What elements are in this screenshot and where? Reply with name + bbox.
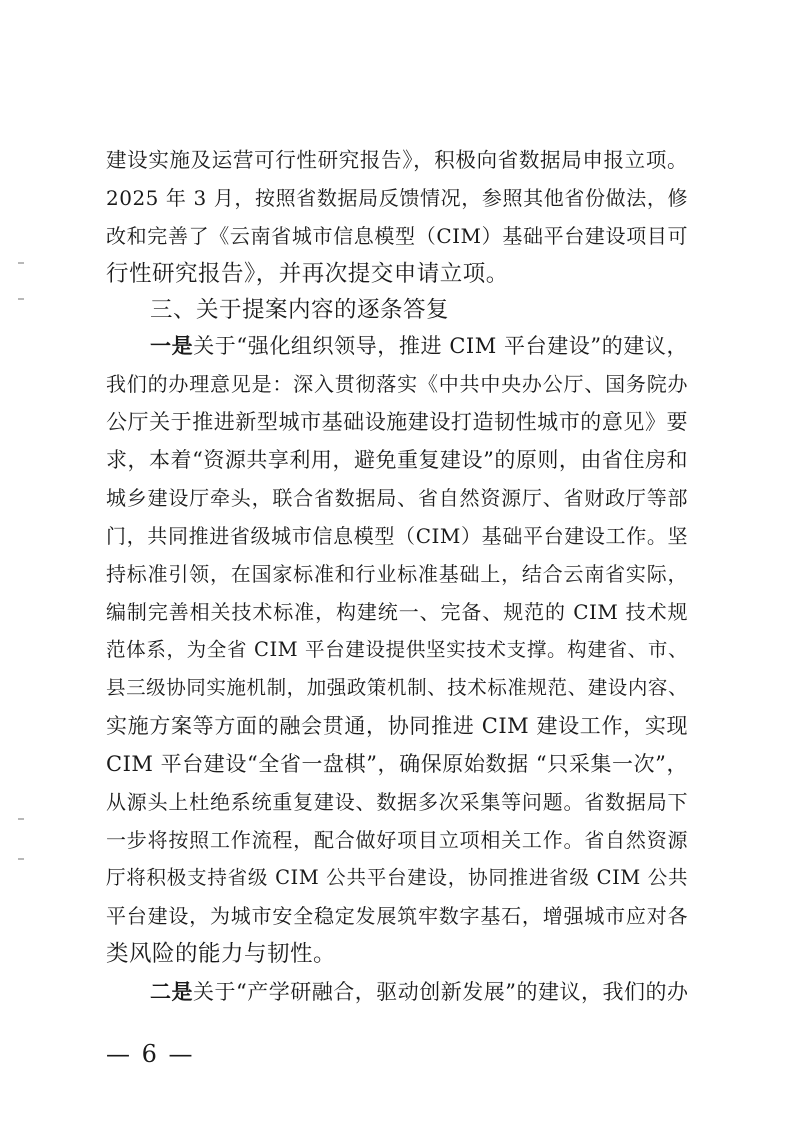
text-line: 平台建设，为城市安全稳定发展筑牢数字基石，增强城市应对各	[106, 904, 688, 928]
paragraph-first-line	[150, 330, 688, 362]
text-run: 关于“强化组织领导，推进 CIM 平台建设”的建议，	[193, 334, 689, 358]
margin-mark	[18, 858, 24, 860]
text-line: 2025 年 3 月，按照省数据局反馈情况，参照其他省份做法，修	[106, 186, 688, 210]
text-line: 公厅关于推进新型城市基础设施建设打造韧性城市的意见》要	[106, 410, 688, 434]
text-line: CIM 平台建设“全省一盘棋”，确保原始数据 “只采集一次”，	[106, 752, 688, 776]
text-line: 持标准引领，在国家标准和行业标准基础上，结合云南省实际，	[106, 562, 688, 586]
text-line: 从源头上杜绝系统重复建设、数据多次采集等问题。省数据局下	[106, 790, 688, 814]
text-line: 实施方案等方面的融会贯通，协同推进 CIM 建设工作，实现	[106, 714, 688, 738]
text-line: 行性研究报告》，并再次提交申请立项。	[106, 261, 509, 287]
text-line: 城乡建设厅牵头，联合省数据局、省自然资源厅、省财政厅等部	[106, 486, 688, 510]
text-line: 求，本着“资源共享利用，避免重复建设”的原则，由省住房和	[106, 448, 688, 472]
text-line: 县三级协同实施机制，加强政策机制、技术标准规范、建设内容、	[106, 676, 688, 699]
margin-mark	[18, 298, 24, 300]
text-line: 类风险的能力与韧性。	[106, 941, 337, 967]
page-number: — 6 —	[106, 1040, 195, 1068]
text-run: 关于“产学研融合，驱动创新发展”的建议，我们的办	[193, 980, 689, 1004]
text-line: 门，共同推进省级城市信息模型（CIM）基础平台建设工作。坚	[106, 524, 688, 548]
section-heading: 三、关于提案内容的逐条答复	[150, 297, 450, 323]
lead-phrase: 一是	[150, 334, 194, 358]
margin-mark	[18, 818, 24, 820]
lead-phrase: 二是	[150, 980, 193, 1004]
text-line: 建设实施及运营可行性研究报告》，积极向省数据局申报立项。	[106, 148, 688, 172]
text-line: 范体系，为全省 CIM 平台建设提供坚实技术支撑。构建省、市、	[106, 638, 688, 661]
text-line: 厅将积极支持省级 CIM 公共平台建设，协同推进省级 CIM 公共	[106, 866, 688, 889]
text-line: 我们的办理意见是：深入贯彻落实《中共中央办公厅、国务院办	[106, 372, 688, 396]
margin-mark	[18, 262, 24, 264]
text-line: 一步将按照工作流程，配合做好项目立项相关工作。省自然资源	[106, 828, 688, 852]
text-line: 改和完善了《云南省城市信息模型（CIM）基础平台建设项目可	[106, 224, 688, 248]
paragraph-first-line	[150, 976, 688, 1008]
text-line: 编制完善相关技术标准，构建统一、完备、规范的 CIM 技术规	[106, 600, 688, 624]
